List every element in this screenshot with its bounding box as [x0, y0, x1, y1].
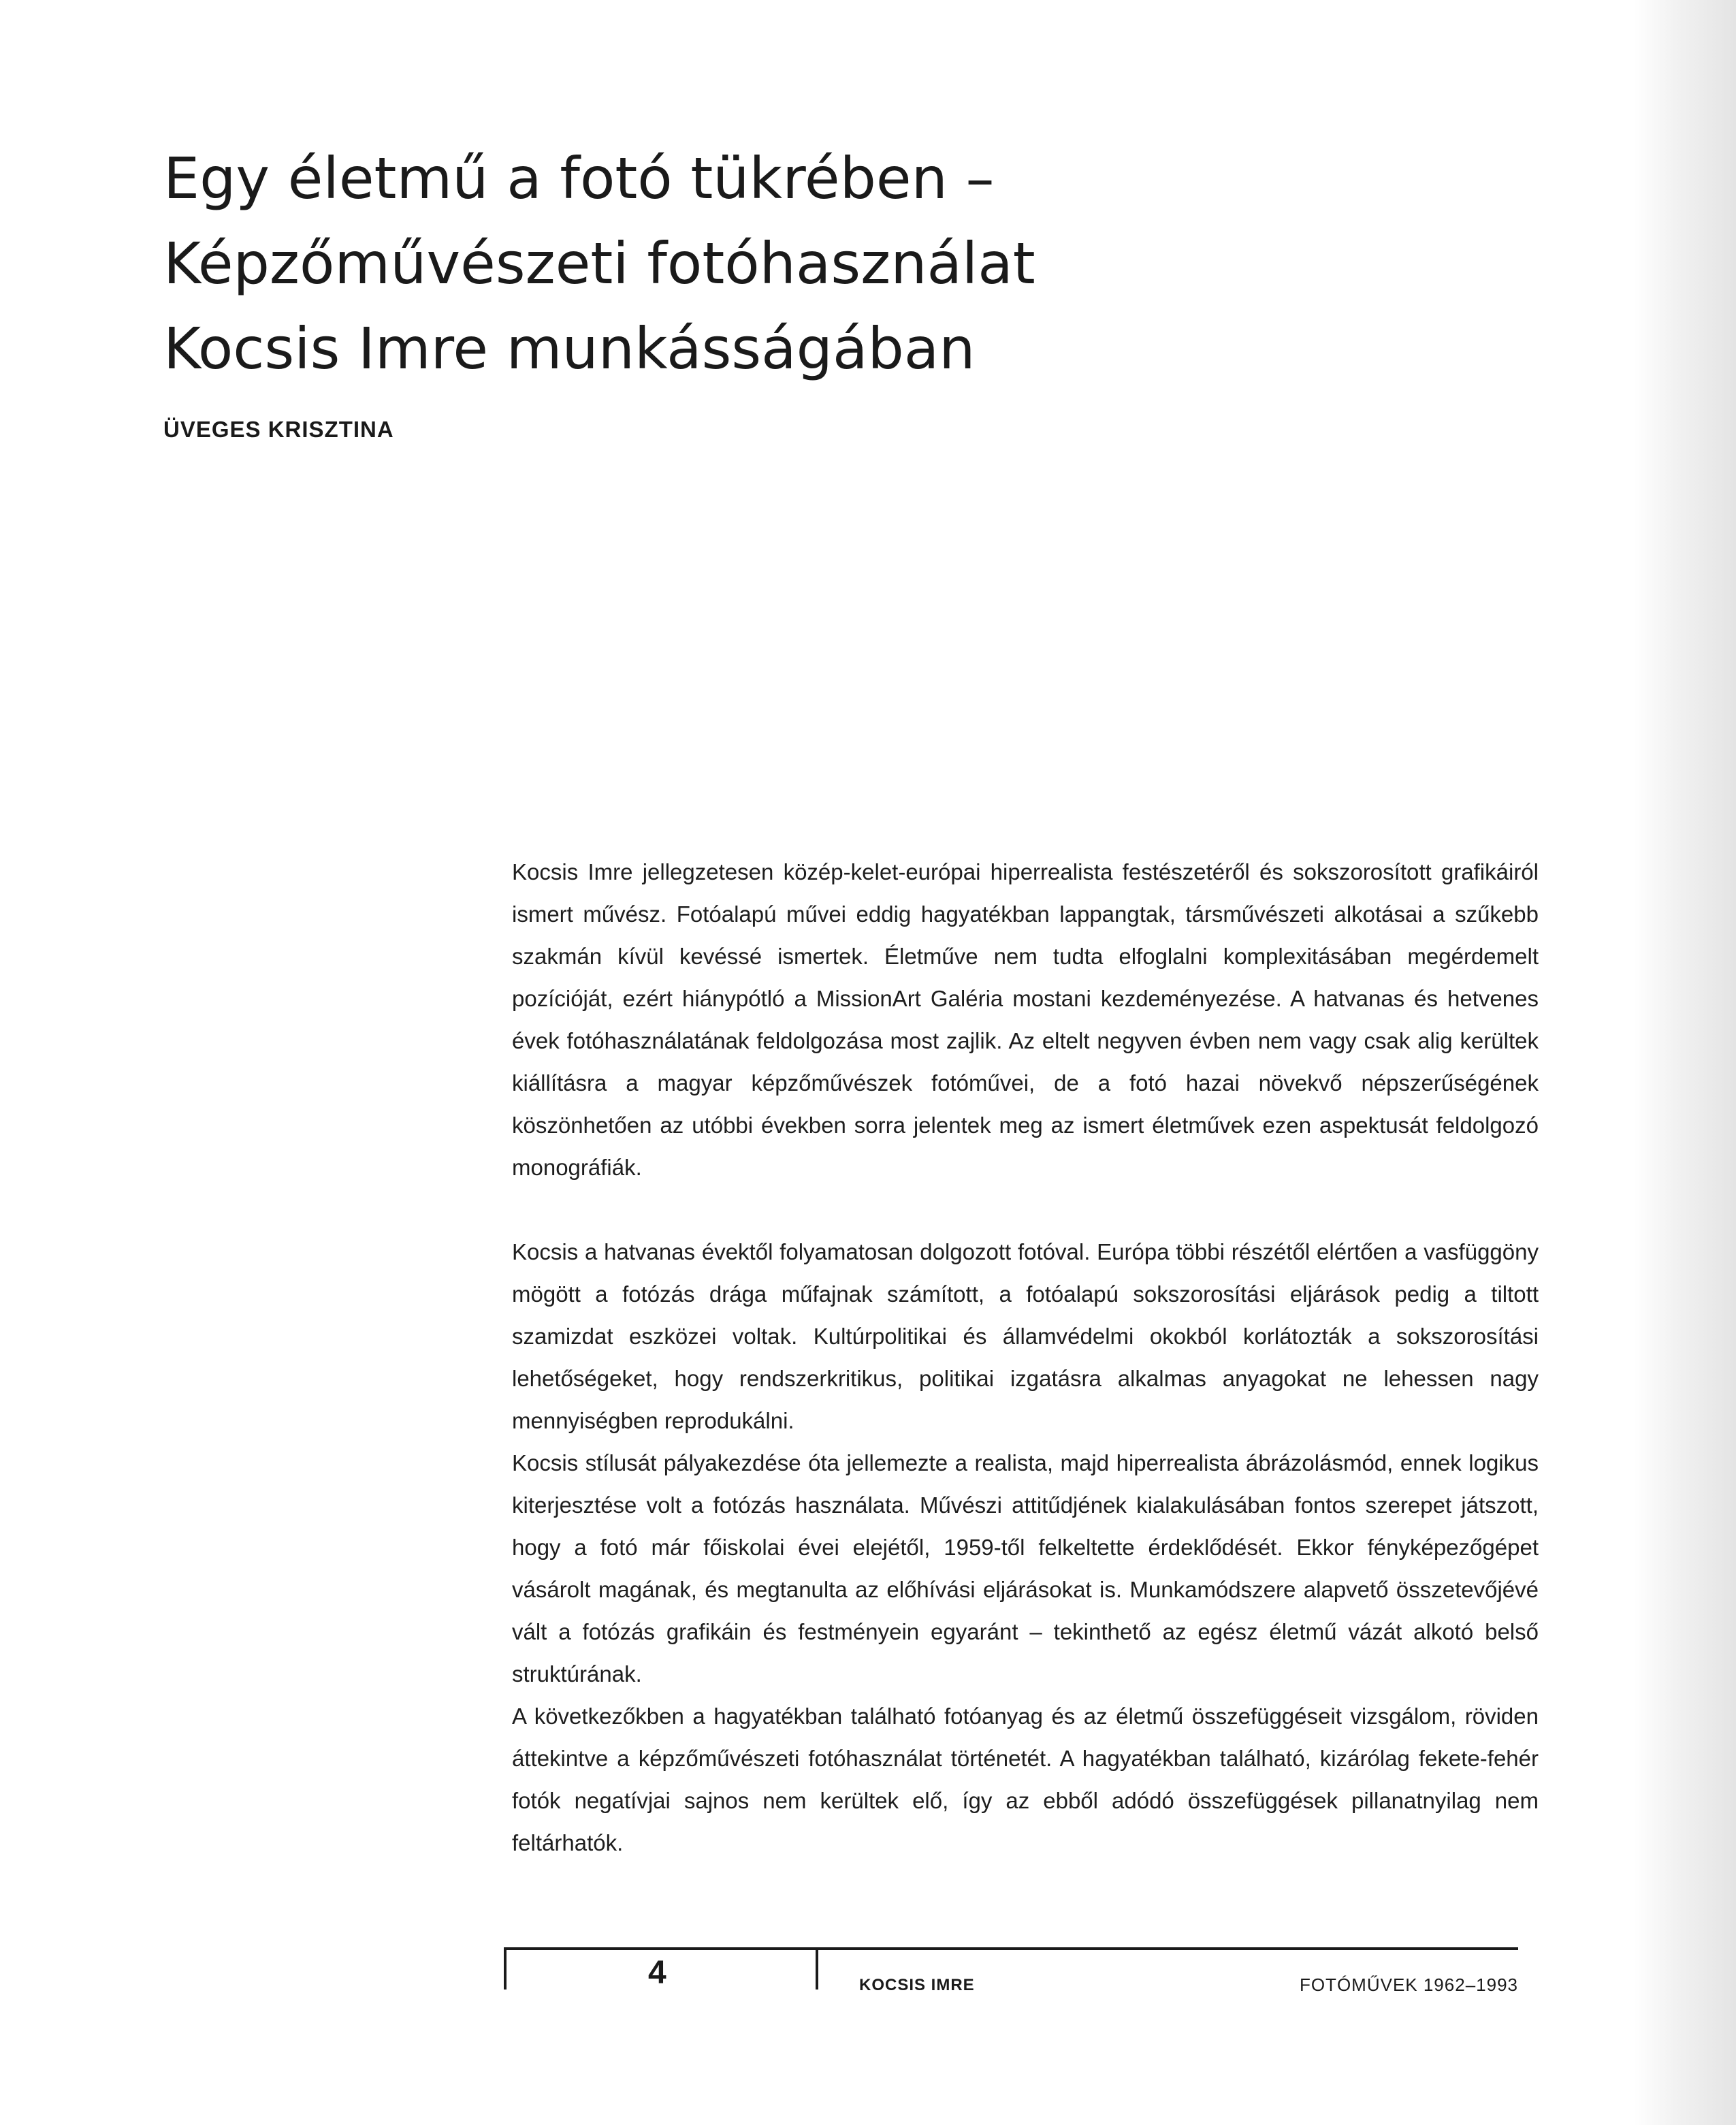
article-body — [512, 851, 1539, 1864]
footer-divider-middle — [816, 1947, 818, 1990]
paragraph-2: Kocsis a hatvanas évektől folyamatosan dolgozott fotóval. Európa többi részétől elértően a vasfüggöny mögött a fotózás drága műfajnak számított, a fotóalapú sokszorosítási eljárások pedig a tiltott szamizdat eszközei voltak. Kultúrpolitikai és államvédelmi okokból korlátozták a sokszorosítási lehetőségeket, hogy rendszerkritikus, politikai izgatásra alkalmas anyagokat ne lehessen nagy mennyiségben reprodukálni. — [512, 1239, 1539, 1433]
article-title — [163, 136, 1457, 392]
page-footer — [504, 1947, 1518, 2009]
scan-page-edge — [1634, 0, 1736, 2125]
paragraph-3: Kocsis stílusát pályakezdése óta jellemezte a realista, majd hiperrealista ábrázolásmód, ennek logikus kiterjesztése volt a fotózás használata. Művészi attitűdjének kialakulásában fontos szerepet játszott, hogy a fotó már főiskolai évei elejétől, 1959-től felkeltette érdeklődését. Ekkor fényképezőgépet vásárolt magának, és megtanulta az előhívási eljárásokat is. Munkamódszere alapvető összetevőjévé vált a fotózás grafikáin és festményein egyaránt – tekinthető az egész életmű vázát alkotó belső struktúrának. — [512, 1450, 1539, 1687]
title-line-1: Egy életmű a fotó tükrében – — [163, 145, 995, 212]
paragraph-1: Kocsis Imre jellegzetesen közép-kelet-európai hiperrealista festészetéről és sokszorosított grafikáiról ismert művész. Fotóalapú művei eddig hagyatékban lappangtak, társművészeti alkotásai a szűkebb szakmán kívül kevéssé ismertek. Életműve nem tudta elfoglalni komplexitásában megérdemelt pozícióját, ezért hiánypótló a MissionArt Galéria mostani kezdeményezése. A hatvanas és hetvenes évek fotóhasználatának feldolgozása most zajlik. Az eltelt negyven évben nem vagy csak alig kerültek kiállításra a magyar képzőművészek fotóművei, de a fotó hazai növekvő népszerűségének köszönhetően az utóbbi években sorra jelentek meg az ismert életművek ezen aspektusát feldolgozó monográfiák. — [512, 859, 1539, 1180]
paragraph-4: A következőkben a hagyatékban található fotóanyag és az életmű összefüggéseit vizsgálom, röviden áttekintve a képzőművészeti fotóhasználat történetét. A hagyatékban található, kizárólag fekete-fehér fotók negatívjai sajnos nem kerültek elő, így az ebből adódó összefüggések pillanatnyilag nem feltárhatók. — [512, 1704, 1539, 1855]
page-number: 4 — [648, 1955, 666, 1991]
footer-artist-name: KOCSIS IMRE — [859, 1976, 975, 1994]
footer-rule — [504, 1947, 1518, 1950]
footer-series-title: FOTÓMŰVEK 1962–1993 — [1299, 1975, 1518, 1995]
footer-divider-left — [504, 1947, 507, 1990]
author-name: ÜVEGES KRISZTINA — [163, 417, 394, 442]
title-line-3: Kocsis Imre munkásságában — [163, 315, 976, 382]
title-line-2: Képzőművészeti fotóhasználat — [163, 230, 1035, 297]
